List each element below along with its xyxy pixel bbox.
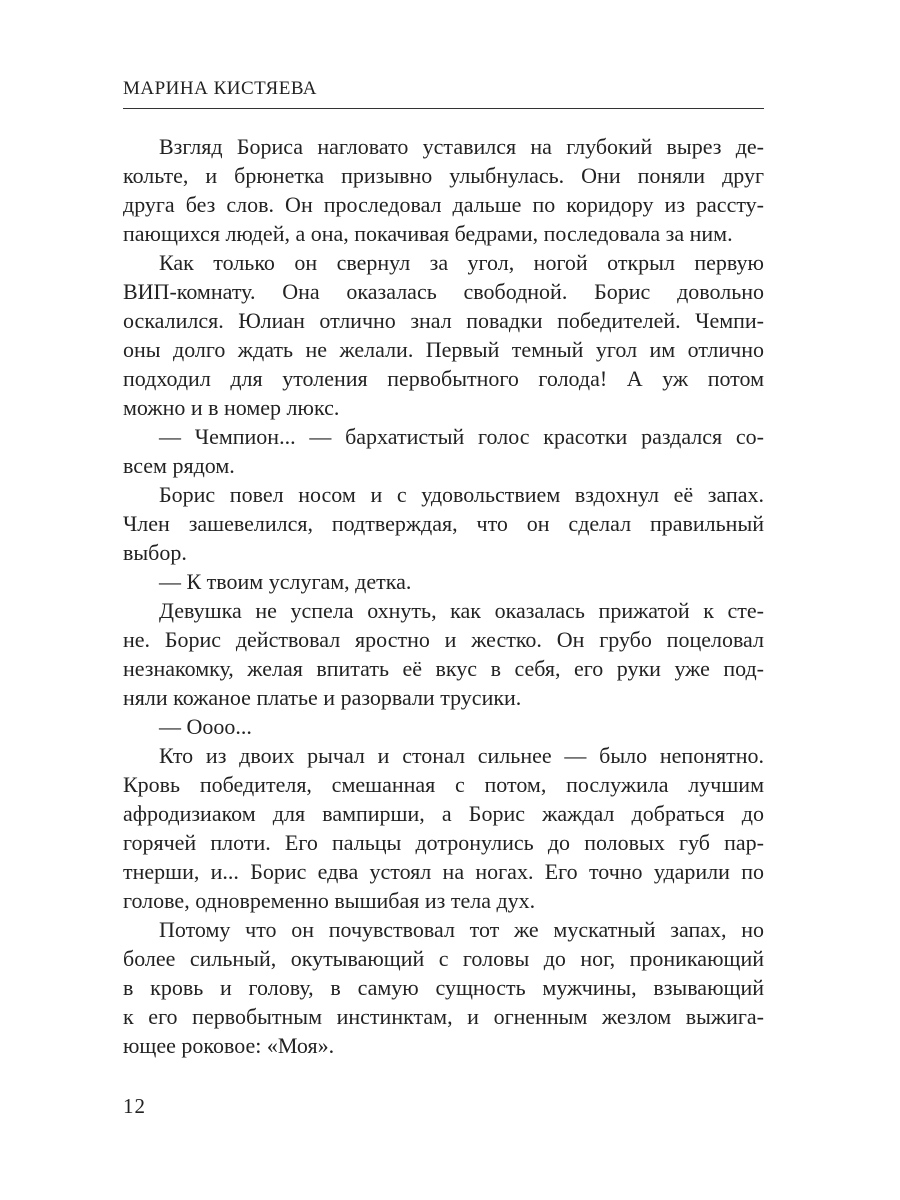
text-line: друга без слов. Он проследовал дальше по коридору из рассту- <box>123 192 764 217</box>
text-line: Как только он свернул за угол, ногой открыл первую <box>159 250 764 275</box>
paragraph <box>123 480 764 567</box>
text-line: не. Борис действовал яростно и жестко. Он грубо поцеловал <box>123 627 764 652</box>
text-line: няли кожаное платье и разорвали трусики. <box>123 685 522 710</box>
text-line: Девушка не успела охнуть, как оказалась прижатой к сте- <box>159 598 764 623</box>
text-line: горячей плоти. Его пальцы дотронулись до половых губ пар- <box>123 830 764 855</box>
text-line: всем рядом. <box>123 453 235 478</box>
text-line: голове, одновременно вышибая из тела дух. <box>123 888 536 913</box>
text-line: в кровь и голову, в самую сущность мужчины, взывающий <box>123 975 764 1000</box>
paragraph <box>123 712 764 741</box>
text-line: Взгляд Бориса нагловато уставился на глубокий вырез де- <box>159 134 764 159</box>
text-line: — К твоим услугам, детка. <box>159 569 412 594</box>
text-line: незнакомку, желая впитать её вкус в себя, его руки уже под- <box>123 656 764 681</box>
text-line: — Оооо... <box>159 714 252 739</box>
text-line: более сильный, окутывающий с головы до ног, проникающий <box>123 946 764 971</box>
text-line: Член зашевелился, подтверждая, что он сделал правильный <box>123 511 764 536</box>
paragraph <box>123 132 764 248</box>
paragraph <box>123 596 764 712</box>
paragraph <box>123 422 764 480</box>
text-line: ющее роковое: «Моя». <box>123 1033 335 1058</box>
text-line: Кто из двоих рычал и стонал сильнее — было непонятно. <box>159 743 764 768</box>
paragraph <box>123 567 764 596</box>
page-number: 12 <box>123 1094 146 1118</box>
page-body <box>123 132 764 1060</box>
running-header: МАРИНА КИСТЯЕВА <box>123 78 318 99</box>
header-rule <box>123 108 764 109</box>
text-line: можно и в номер люкс. <box>123 395 340 420</box>
text-line: оны долго ждать не желали. Первый темный угол им отлично <box>123 337 764 362</box>
text-line: — Чемпион... — бархатистый голос красотки раздался со- <box>159 424 764 449</box>
text-line: Кровь победителя, смешанная с потом, послужила лучшим <box>123 772 764 797</box>
text-line: пающихся людей, а она, покачивая бедрами, последовала за ним. <box>123 221 733 246</box>
paragraph <box>123 741 764 915</box>
text-line: оскалился. Юлиан отлично знал повадки победителей. Чемпи- <box>123 308 764 333</box>
paragraph <box>123 915 764 1060</box>
text-line: подходил для утоления первобытного голода! А уж потом <box>123 366 764 391</box>
text-line: Борис повел носом и с удовольствием вздохнул её запах. <box>159 482 764 507</box>
text-line: тнерши, и... Борис едва устоял на ногах. Его точно ударили по <box>123 859 764 884</box>
text-line: к его первобытным инстинктам, и огненным жезлом выжига- <box>123 1004 764 1029</box>
text-line: кольте, и брюнетка призывно улыбнулась. Они поняли друг <box>123 163 764 188</box>
paragraph <box>123 248 764 422</box>
text-line: афродизиаком для вампирши, а Борис жаждал добраться до <box>123 801 764 826</box>
text-line: Потому что он почувствовал тот же мускатный запах, но <box>159 917 764 942</box>
text-line: выбор. <box>123 540 187 565</box>
text-line: ВИП-комнату. Она оказалась свободной. Борис довольно <box>123 279 764 304</box>
